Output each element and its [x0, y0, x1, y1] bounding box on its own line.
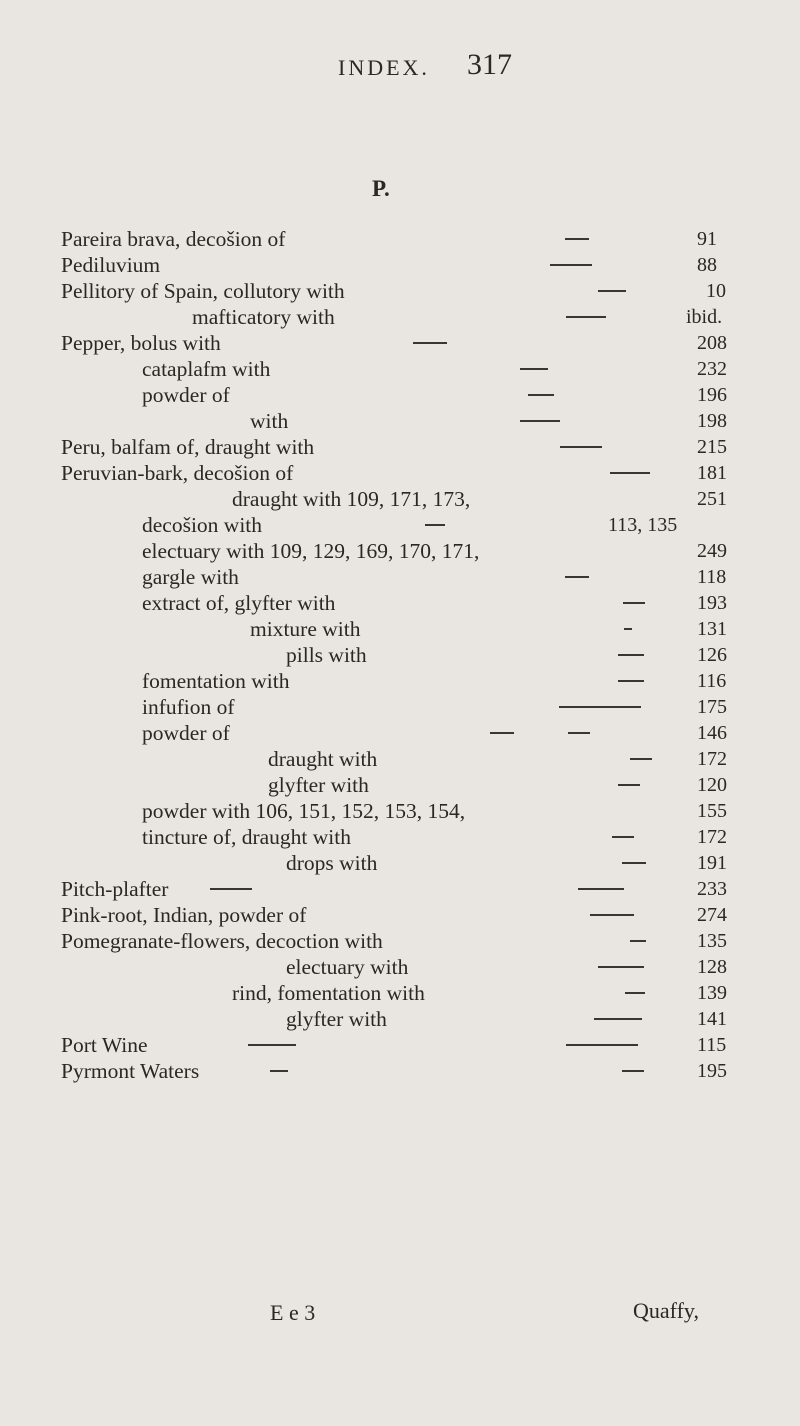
entry-text: draught with — [268, 747, 378, 771]
index-entry — [0, 279, 800, 304]
entry-page: ibid. — [686, 306, 723, 328]
entry-text: extract of, glyfter with — [142, 591, 336, 615]
section-letter: P. — [372, 176, 390, 201]
entry-text: decošion with — [142, 513, 263, 537]
entry-page: 193 — [697, 592, 727, 614]
entry-text: Peru, balfam of, draught with — [61, 435, 315, 459]
entry-text: cataplafm with — [142, 357, 271, 381]
index-entry — [0, 539, 800, 564]
catchword: Quaffy, — [633, 1298, 699, 1323]
entry-page: 215 — [697, 436, 727, 458]
entry-page: 10 — [706, 280, 726, 302]
leader-dash — [568, 732, 590, 734]
entry-page: 191 — [697, 852, 727, 874]
page-number: 317 — [467, 48, 512, 81]
leader-dash — [413, 342, 447, 344]
leader-dash — [618, 654, 644, 656]
leader-dash — [598, 966, 644, 968]
entry-page: 120 — [697, 774, 727, 796]
entry-page: 196 — [697, 384, 727, 406]
index-entry — [0, 357, 800, 382]
entry-page: 91 — [697, 228, 717, 250]
entry-page: 113, 135 — [608, 514, 678, 536]
index-entry — [0, 903, 800, 928]
leader-dash — [559, 706, 641, 708]
index-entry — [0, 383, 800, 408]
index-entry — [0, 929, 800, 954]
entry-page: 195 — [697, 1060, 727, 1082]
entry-page: 141 — [697, 1008, 727, 1030]
index-entry — [0, 799, 800, 824]
entry-page: 249 — [697, 540, 727, 562]
leader-dash — [598, 290, 626, 292]
entry-page: 88 — [697, 254, 717, 276]
index-entry — [0, 643, 800, 668]
index-entry — [0, 227, 800, 252]
index-entry — [0, 695, 800, 720]
index-entry — [0, 773, 800, 798]
entry-text: Pellitory of Spain, collutory with — [61, 279, 345, 303]
leader-dash — [566, 1044, 638, 1046]
entry-page: 181 — [697, 462, 727, 484]
entry-text: Pareira brava, decošion of — [61, 227, 286, 251]
entry-text: Pomegranate-flowers, decoction with — [61, 929, 383, 953]
index-entry — [0, 825, 800, 850]
entry-page: 208 — [697, 332, 727, 354]
entry-page: 139 — [697, 982, 727, 1004]
signature-mark: E e 3 — [270, 1300, 316, 1325]
leader-dash — [270, 1070, 288, 1072]
leader-dash — [624, 628, 632, 630]
index-entry — [0, 877, 800, 902]
entry-text: powder of — [142, 383, 230, 407]
leader-dash — [630, 940, 646, 942]
leader-dash — [578, 888, 624, 890]
index-entry — [0, 513, 800, 538]
leader-dash — [490, 732, 514, 734]
leader-dash — [594, 1018, 642, 1020]
leader-dash — [528, 394, 554, 396]
running-header-title: INDEX. — [338, 55, 430, 80]
leader-dash — [210, 888, 252, 890]
leader-dash — [618, 680, 644, 682]
entry-page: 198 — [697, 410, 727, 432]
index-entry — [0, 955, 800, 980]
entry-page: 232 — [697, 358, 727, 380]
entry-text: powder with 106, 151, 152, 153, 154, — [142, 799, 466, 823]
leader-dash — [520, 368, 548, 370]
index-entry — [0, 1059, 800, 1084]
index-entry — [0, 487, 800, 512]
index-entry — [0, 461, 800, 486]
leader-dash — [566, 316, 606, 318]
entry-page: 128 — [697, 956, 727, 978]
index-entry — [0, 331, 800, 356]
entry-text: Pitch-plafter — [61, 877, 169, 901]
leader-dash — [550, 264, 592, 266]
entry-page: 175 — [697, 696, 727, 718]
entry-text: Pepper, bolus with — [61, 331, 221, 355]
index-entry — [0, 851, 800, 876]
entry-text: glyfter with — [268, 773, 369, 797]
entry-text: mixture with — [250, 617, 361, 641]
leader-dash — [590, 914, 634, 916]
index-entry — [0, 591, 800, 616]
entry-page: 135 — [697, 930, 727, 952]
index-entry — [0, 409, 800, 434]
entry-page: 172 — [697, 826, 727, 848]
entry-text: glyfter with — [286, 1007, 387, 1031]
entry-text: draught with 109, 171, 173, — [232, 487, 471, 511]
leader-dash — [612, 836, 634, 838]
leader-dash — [610, 472, 650, 474]
index-entry — [0, 565, 800, 590]
entry-page: 155 — [697, 800, 727, 822]
index-entry — [0, 305, 800, 330]
entry-text: gargle with — [142, 565, 239, 589]
index-entry — [0, 617, 800, 642]
entry-page: 115 — [697, 1034, 727, 1056]
entry-page: 118 — [697, 566, 727, 588]
index-entry — [0, 669, 800, 694]
entry-text: drops with — [286, 851, 378, 875]
leader-dash — [630, 758, 652, 760]
entry-text: electuary with 109, 129, 169, 170, 171, — [142, 539, 480, 563]
leader-dash — [623, 602, 645, 604]
index-entry — [0, 1007, 800, 1032]
leader-dash — [520, 420, 560, 422]
leader-dash — [622, 862, 646, 864]
leader-dash — [622, 1070, 644, 1072]
entry-page: 251 — [697, 488, 727, 510]
entry-text: rind, fomentation with — [232, 981, 425, 1005]
entry-text: tincture of, draught with — [142, 825, 351, 849]
entry-page: 116 — [697, 670, 727, 692]
index-entry — [0, 747, 800, 772]
entry-page: 131 — [697, 618, 727, 640]
entry-text: pills with — [286, 643, 367, 667]
entry-page: 172 — [697, 748, 727, 770]
entry-text: with — [250, 409, 289, 433]
entry-text: powder of — [142, 721, 230, 745]
entry-text: Pyrmont Waters — [61, 1059, 200, 1083]
index-entry — [0, 435, 800, 460]
leader-dash — [248, 1044, 296, 1046]
index-entry — [0, 721, 800, 746]
entry-text: Port Wine — [61, 1033, 148, 1057]
entry-text: Pediluvium — [61, 253, 161, 277]
entry-text: Pink-root, Indian, powder of — [61, 903, 307, 927]
entry-page: 146 — [697, 722, 727, 744]
entry-text: Peruvian-bark, decošion of — [61, 461, 294, 485]
entry-text: infufion of — [142, 695, 235, 719]
leader-dash — [618, 784, 640, 786]
leader-dash — [625, 992, 645, 994]
leader-dash — [565, 238, 589, 240]
index-entry — [0, 253, 800, 278]
leader-dash — [565, 576, 589, 578]
entry-text: mafticatory with — [192, 305, 335, 329]
entry-page: 274 — [697, 904, 727, 926]
index-entry — [0, 1033, 800, 1058]
index-entry — [0, 981, 800, 1006]
leader-dash — [425, 524, 445, 526]
entry-page: 126 — [697, 644, 727, 666]
entry-page: 233 — [697, 878, 727, 900]
entry-text: electuary with — [286, 955, 409, 979]
entry-text: fomentation with — [142, 669, 290, 693]
leader-dash — [560, 446, 602, 448]
